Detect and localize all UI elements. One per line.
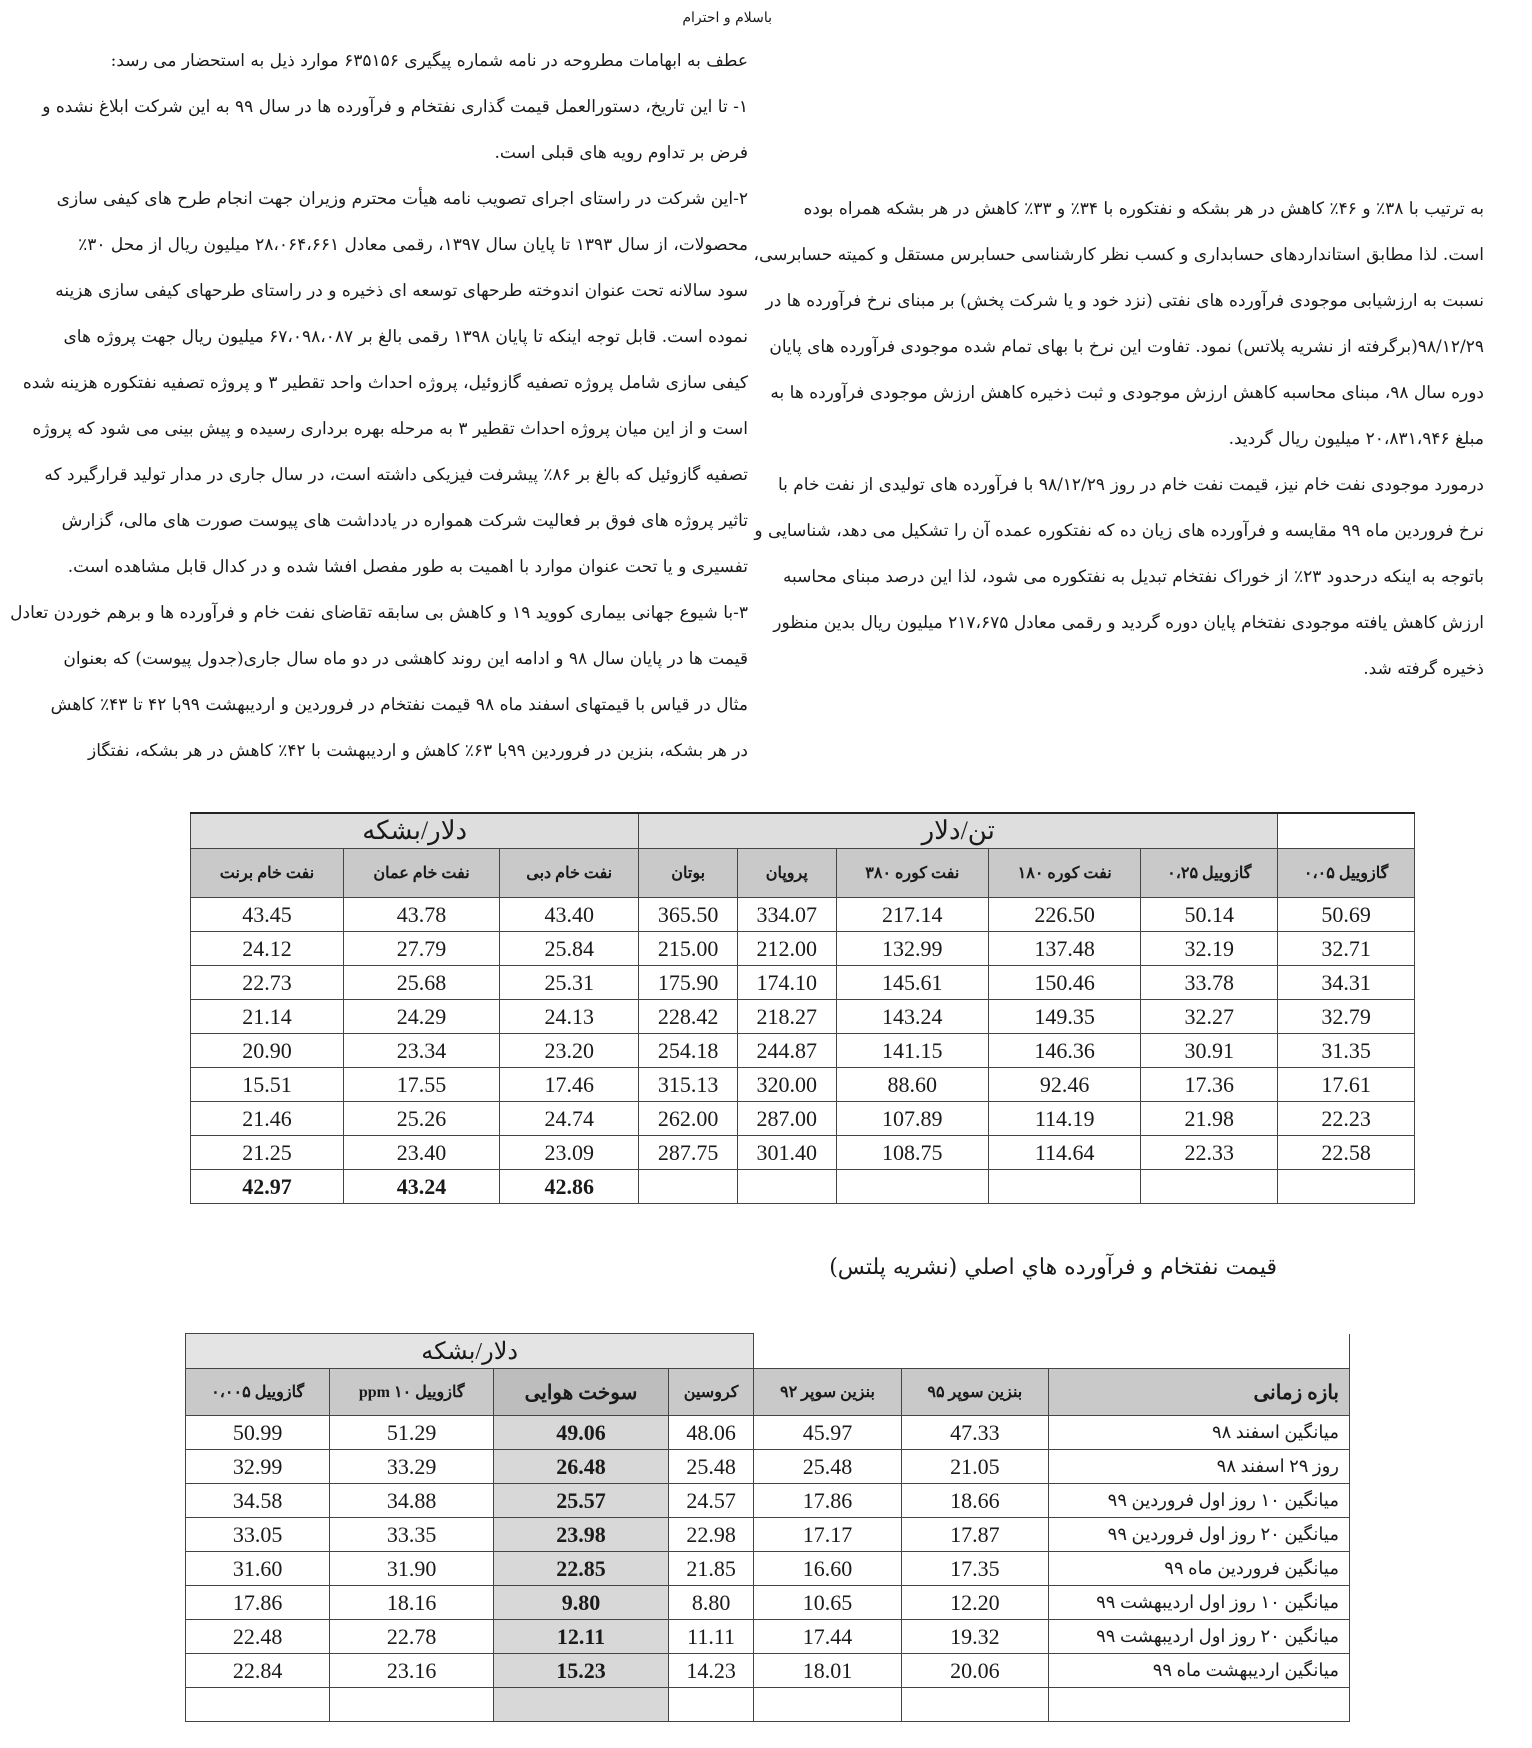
table-cell [836, 1170, 988, 1204]
table-cell: 22.78 [330, 1620, 494, 1654]
group-header-blank-2 [754, 1334, 1350, 1369]
table-cell: 17.36 [1141, 1068, 1278, 1102]
column-header: پروپان [737, 849, 836, 898]
table-cell: 88.60 [836, 1068, 988, 1102]
table-cell: 49.06 [494, 1416, 669, 1450]
table-cell: 25.84 [500, 932, 639, 966]
table-cell: 21.05 [901, 1450, 1048, 1484]
table-cell [901, 1688, 1048, 1722]
table-cell: 17.35 [901, 1552, 1048, 1586]
table-cell: 10.65 [754, 1586, 901, 1620]
table-cell: 43.40 [500, 898, 639, 932]
period-cell: میانگین ۱۰ روز اول اردیبهشت ۹۹ [1049, 1586, 1350, 1620]
table-cell: 137.48 [988, 932, 1140, 966]
table-caption: قیمت نفتخام و فرآورده هاي اصلي (نشریه پلتس) [829, 1255, 1277, 1280]
table-cell: 18.66 [901, 1484, 1048, 1518]
table-cell: 42.97 [191, 1170, 344, 1204]
period-cell: میانگین ۲۰ روز اول فروردین ۹۹ [1049, 1518, 1350, 1552]
period-cell: روز ۲۹ اسفند ۹۸ [1049, 1450, 1350, 1484]
table-cell: 16.60 [754, 1552, 901, 1586]
table-cell: 301.40 [737, 1136, 836, 1170]
letter-line: دوره سال ۹۸، مبنای محاسبه کاهش ارزش موجودی و ثبت ذخیره کاهش ارزش موجودی فرآورده ها به [770, 383, 1484, 403]
table-cell: 25.48 [668, 1450, 753, 1484]
letter-line: ۳-با شیوع جهانی بیماری کووید ۱۹ و کاهش بی سابقه تقاضای نفت خام و فرآورده ها و برهم خوردن تعادل [10, 603, 748, 623]
table-cell: 45.97 [754, 1416, 901, 1450]
table-cell: 24.74 [500, 1102, 639, 1136]
table-cell: 50.69 [1278, 898, 1415, 932]
table-cell: 262.00 [639, 1102, 738, 1136]
column-header: نفت کوره ۱۸۰ [988, 849, 1140, 898]
table-cell: 24.13 [500, 1000, 639, 1034]
table-cell [668, 1688, 753, 1722]
table-cell: 12.11 [494, 1620, 669, 1654]
table-cell: 143.24 [836, 1000, 988, 1034]
table-cell: 43.45 [191, 898, 344, 932]
letter-line: فرض بر تداوم رویه های قبلی است. [494, 143, 748, 163]
table-cell: 215.00 [639, 932, 738, 966]
table-cell: 32.99 [186, 1450, 330, 1484]
table-cell: 20.06 [901, 1654, 1048, 1688]
table-row [186, 1450, 1350, 1484]
table-cell: 25.57 [494, 1484, 669, 1518]
table-cell: 21.85 [668, 1552, 753, 1586]
table-cell: 218.27 [737, 1000, 836, 1034]
table-row [186, 1586, 1350, 1620]
table-cell [1278, 1170, 1415, 1204]
table-cell: 25.31 [500, 966, 639, 1000]
letter-line: است و از این میان پروژه احداث تقطیر ۳ به مرحله بهره برداری رسیده و پیش بینی می شود که پروژه [32, 419, 748, 439]
letter-greeting: باسلام و احترام [682, 10, 772, 26]
table-cell: 18.01 [754, 1654, 901, 1688]
table-cell: 24.57 [668, 1484, 753, 1518]
letter-line: نسبت به ارزشیابی موجودی فرآورده های نفتی (نزد خود و یا شرکت پخش) بر مبنای نرخ فرآورده ها در [765, 291, 1484, 311]
table-cell: 25.48 [754, 1450, 901, 1484]
table-cell [1141, 1170, 1278, 1204]
table-cell: 23.40 [343, 1136, 499, 1170]
column-header: کروسین [668, 1369, 753, 1416]
letter-line: در هر بشکه، بنزین در فروردین ۹۹با ۶۳٪ کاهش و اردیبهشت با ۴۲٪ کاهش در هر بشکه، نفتگاز [88, 741, 748, 761]
table-cell: 34.31 [1278, 966, 1415, 1000]
letter-line: نرخ فروردین ماه ۹۹ مقایسه و فرآورده های زیان ده که نفتکوره عمده آن را تشکیل می دهد، شناسایی و [754, 521, 1484, 541]
table-row [186, 1552, 1350, 1586]
table-cell: 23.16 [330, 1654, 494, 1688]
table-cell: 50.99 [186, 1416, 330, 1450]
letter-line: باتوجه به اینکه درحدود ۲۳٪ از خوراک نفتخام تبدیل به نفتکوره می شود، لذا این درصد مبنای محاسبه [782, 567, 1484, 587]
table-cell: 145.61 [836, 966, 988, 1000]
table-cell: 212.00 [737, 932, 836, 966]
table-row [186, 1688, 1350, 1722]
group-header-barrel-2: دلار/بشکه [186, 1334, 754, 1369]
table-cell: 43.78 [343, 898, 499, 932]
table-cell: 11.11 [668, 1620, 753, 1654]
table-row [191, 898, 1415, 932]
table-cell: 34.88 [330, 1484, 494, 1518]
table-cell: 48.06 [668, 1416, 753, 1450]
table-cell: 20.90 [191, 1034, 344, 1068]
table-cell: 150.46 [988, 966, 1140, 1000]
table-cell: 287.75 [639, 1136, 738, 1170]
table-cell: 21.25 [191, 1136, 344, 1170]
table-cell: 31.35 [1278, 1034, 1415, 1068]
period-cell: میانگین ۲۰ روز اول اردیبهشت ۹۹ [1049, 1620, 1350, 1654]
letter-line: ۲-این شرکت در راستای اجرای تصویب نامه هیأت محترم وزیران جهت انجام طرح های کیفی سازی [56, 189, 748, 209]
table-row [191, 1034, 1415, 1068]
letter-line: محصولات، از سال ۱۳۹۳ تا پایان سال ۱۳۹۷، رقمی معادل ۲۸،۰۶۴،۶۶۱ میلیون ریال از محل ۳۰٪ [78, 235, 748, 255]
table-cell: 17.55 [343, 1068, 499, 1102]
table-cell: 18.16 [330, 1586, 494, 1620]
table-cell: 33.35 [330, 1518, 494, 1552]
table-cell [639, 1170, 738, 1204]
table-cell: 132.99 [836, 932, 988, 966]
table-cell: 23.34 [343, 1034, 499, 1068]
table-cell: 315.13 [639, 1068, 738, 1102]
table-row [191, 966, 1415, 1000]
table-cell [737, 1170, 836, 1204]
column-header: گازوییل ۰،۲۵ [1141, 849, 1278, 898]
table-cell: 25.26 [343, 1102, 499, 1136]
letter-line: مبلغ ۲۰،۸۳۱،۹۴۶ میلیون ریال گردید. [1228, 429, 1484, 449]
column-header: گازوییل ۰،۰۵ [1278, 849, 1415, 898]
table-cell: 244.87 [737, 1034, 836, 1068]
table-cell: 17.17 [754, 1518, 901, 1552]
table-cell: 24.29 [343, 1000, 499, 1034]
table-cell: 15.23 [494, 1654, 669, 1688]
letter-line: ۹۸/۱۲/۲۹(برگرفته از نشریه پلاتس) نمود. تفاوت این نرخ با بهای تمام شده موجودی فرآورده های پایان [769, 337, 1484, 357]
table-row [186, 1484, 1350, 1518]
column-header: گازوییل ppm ۱۰ [330, 1369, 494, 1416]
group-header-blank [1278, 813, 1415, 849]
table-cell: 21.98 [1141, 1102, 1278, 1136]
table-cell: 17.87 [901, 1518, 1048, 1552]
group-header-ton: تن/دلار [639, 813, 1278, 849]
table-cell: 365.50 [639, 898, 738, 932]
table-cell: 92.46 [988, 1068, 1140, 1102]
table-cell: 23.09 [500, 1136, 639, 1170]
table-cell: 50.14 [1141, 898, 1278, 932]
table-cell: 12.20 [901, 1586, 1048, 1620]
table-cell: 21.46 [191, 1102, 344, 1136]
column-header: نفت خام دبی [500, 849, 639, 898]
table-cell: 108.75 [836, 1136, 988, 1170]
table-cell: 217.14 [836, 898, 988, 932]
table-cell: 174.10 [737, 966, 836, 1000]
table-cell: 17.46 [500, 1068, 639, 1102]
table-row [191, 1000, 1415, 1034]
period-cell: میانگین اسفند ۹۸ [1049, 1416, 1350, 1450]
table-cell: 254.18 [639, 1034, 738, 1068]
letter-line: قیمت ها در پایان سال ۹۸ و ادامه این روند کاهشی در دو ماه سال جاری(جدول پیوست) که بعنوان [63, 649, 748, 669]
table-cell: 17.44 [754, 1620, 901, 1654]
period-column-header: بازه زمانی [1049, 1369, 1350, 1416]
table-row [191, 1068, 1415, 1102]
table-cell: 15.51 [191, 1068, 344, 1102]
letter-line: تفسیری و یا تحت عنوان موارد با اهمیت به طور مفصل افشا شده و در کدال قابل مشاهده است. [67, 557, 748, 577]
column-header: نفت کوره ۳۸۰ [836, 849, 988, 898]
table-cell: 43.24 [343, 1170, 499, 1204]
prices-table-ton-barrel [190, 812, 1415, 1204]
letter-line: به ترتیب با ۳۸٪ و ۴۶٪ کاهش در هر بشکه و نفتکوره با ۳۴٪ و ۳۳٪ کاهش در هر بشکه همراه بوده [803, 199, 1484, 219]
table-cell: 114.64 [988, 1136, 1140, 1170]
letter-line: ارزش کاهش یافته موجودی نفتخام پایان دوره گردید و رقمی معادل ۲۱۷،۶۷۵ میلیون ریال بدین منظور [773, 613, 1484, 633]
table-cell: 33.78 [1141, 966, 1278, 1000]
table-cell: 17.86 [186, 1586, 330, 1620]
table-cell: 23.98 [494, 1518, 669, 1552]
table-cell [330, 1688, 494, 1722]
letter-line: نموده است. قابل توجه اینکه تا پایان ۱۳۹۸ رقمی بالغ بر ۶۷،۰۹۸،۰۸۷ میلیون ریال جهت پروژه های [63, 327, 748, 347]
column-header: بنزین سوپر ۹۵ [901, 1369, 1048, 1416]
table-cell: 23.20 [500, 1034, 639, 1068]
letter-left-column [10, 38, 748, 774]
letter-line: است. لذا مطابق استانداردهای حسابداری و کسب نظر کارشناسی حسابرس مستقل و کمیته حسابرسی، [753, 245, 1484, 265]
table-cell: 22.84 [186, 1654, 330, 1688]
table-cell: 42.86 [500, 1170, 639, 1204]
letter-line: تصفیه گازوئیل که بالغ بر ۸۶٪ پیشرفت فیزیکی داشته است، در سال جاری در مدار تولید قرارگیرد که [44, 465, 748, 485]
table-cell: 141.15 [836, 1034, 988, 1068]
table-cell: 33.29 [330, 1450, 494, 1484]
table-cell: 32.71 [1278, 932, 1415, 966]
period-cell: میانگین اردیبهشت ماه ۹۹ [1049, 1654, 1350, 1688]
table-cell: 287.00 [737, 1102, 836, 1136]
table-cell: 9.80 [494, 1586, 669, 1620]
table-cell: 320.00 [737, 1068, 836, 1102]
letter-line: کیفی سازی شامل پروژه تصفیه گازوئیل، پروژه احداث واحد تقطیر ۳ و پروژه تصفیه نفتکوره هزینه شده [22, 373, 748, 393]
period-cell: میانگین فروردین ماه ۹۹ [1049, 1552, 1350, 1586]
table-row [186, 1620, 1350, 1654]
table-cell: 114.19 [988, 1102, 1140, 1136]
letter-line: عطف به ابهامات مطروحه در نامه شماره پیگیری ۶۳۵۱۵۶ موارد ذیل به استحضار می رسد: [110, 51, 748, 71]
table-cell: 31.90 [330, 1552, 494, 1586]
table-cell [494, 1688, 669, 1722]
table-cell: 107.89 [836, 1102, 988, 1136]
table-cell: 175.90 [639, 966, 738, 1000]
table-row [191, 932, 1415, 966]
column-header: بوتان [639, 849, 738, 898]
period-cell [1049, 1688, 1350, 1722]
table-cell: 33.05 [186, 1518, 330, 1552]
table-row [191, 1136, 1415, 1170]
column-header: نفت خام عمان [343, 849, 499, 898]
prices-table-periods [185, 1333, 1350, 1722]
letter-line: درمورد موجودی نفت خام نیز، قیمت نفت خام در روز ۹۸/۱۲/۲۹ با فرآورده های تولیدی از نفت خام با [777, 475, 1484, 495]
group-header-barrel: دلار/بشکه [191, 813, 639, 849]
table-cell: 32.27 [1141, 1000, 1278, 1034]
table-cell: 51.29 [330, 1416, 494, 1450]
table-cell: 17.86 [754, 1484, 901, 1518]
table-cell [186, 1688, 330, 1722]
table-cell: 149.35 [988, 1000, 1140, 1034]
letter-line: سود سالانه تحت عنوان اندوخته طرحهای توسعه ای ذخیره و در راستای طرحهای کیفی سازی هزینه [55, 281, 748, 301]
table-row [191, 1170, 1415, 1204]
table-cell: 25.68 [343, 966, 499, 1000]
table-cell: 34.58 [186, 1484, 330, 1518]
table-cell: 22.85 [494, 1552, 669, 1586]
table-cell: 17.61 [1278, 1068, 1415, 1102]
table-cell: 22.58 [1278, 1136, 1415, 1170]
table-row [186, 1518, 1350, 1552]
table-cell [754, 1688, 901, 1722]
column-header: سوخت هوایی [494, 1369, 669, 1416]
table-row [186, 1654, 1350, 1688]
letter-right-column [753, 186, 1484, 692]
table-cell: 226.50 [988, 898, 1140, 932]
letter-line: تاثیر پروژه های فوق بر فعالیت شرکت همواره در یادداشت های پیوست صورت های مالی، گزارش [61, 511, 748, 531]
table-cell: 32.79 [1278, 1000, 1415, 1034]
table-row [186, 1416, 1350, 1450]
table-cell: 22.73 [191, 966, 344, 1000]
table-cell: 22.98 [668, 1518, 753, 1552]
table-cell: 31.60 [186, 1552, 330, 1586]
letter-line: مثال در قیاس با قیمتهای اسفند ماه ۹۸ قیمت نفتخام در فروردین و اردیبهشت ۹۹با ۴۲ تا ۴۳٪ کاهش [50, 695, 748, 715]
column-header: نفت خام برنت [191, 849, 344, 898]
table-cell: 30.91 [1141, 1034, 1278, 1068]
table-cell: 27.79 [343, 932, 499, 966]
letter-line: ذخیره گرفته شد. [1363, 659, 1484, 679]
period-cell: میانگین ۱۰ روز اول فروردین ۹۹ [1049, 1484, 1350, 1518]
table-cell: 228.42 [639, 1000, 738, 1034]
table-cell: 146.36 [988, 1034, 1140, 1068]
column-header: بنزین سوپر ۹۲ [754, 1369, 901, 1416]
table-cell: 14.23 [668, 1654, 753, 1688]
table-cell: 22.33 [1141, 1136, 1278, 1170]
table-cell: 47.33 [901, 1416, 1048, 1450]
table-cell: 22.48 [186, 1620, 330, 1654]
table-cell: 32.19 [1141, 932, 1278, 966]
table-cell: 19.32 [901, 1620, 1048, 1654]
table-row [191, 1102, 1415, 1136]
column-header: گازوییل ۰،۰۰۵ [186, 1369, 330, 1416]
letter-line: ۱- تا این تاریخ، دستورالعمل قیمت گذاری نفتخام و فرآورده ها در سال ۹۹ به این شرکت ابلاغ نشده و [42, 97, 748, 117]
table-cell: 24.12 [191, 932, 344, 966]
table-cell: 26.48 [494, 1450, 669, 1484]
table-cell [988, 1170, 1140, 1204]
table-cell: 334.07 [737, 898, 836, 932]
table-cell: 8.80 [668, 1586, 753, 1620]
table-cell: 22.23 [1278, 1102, 1415, 1136]
table-cell: 21.14 [191, 1000, 344, 1034]
